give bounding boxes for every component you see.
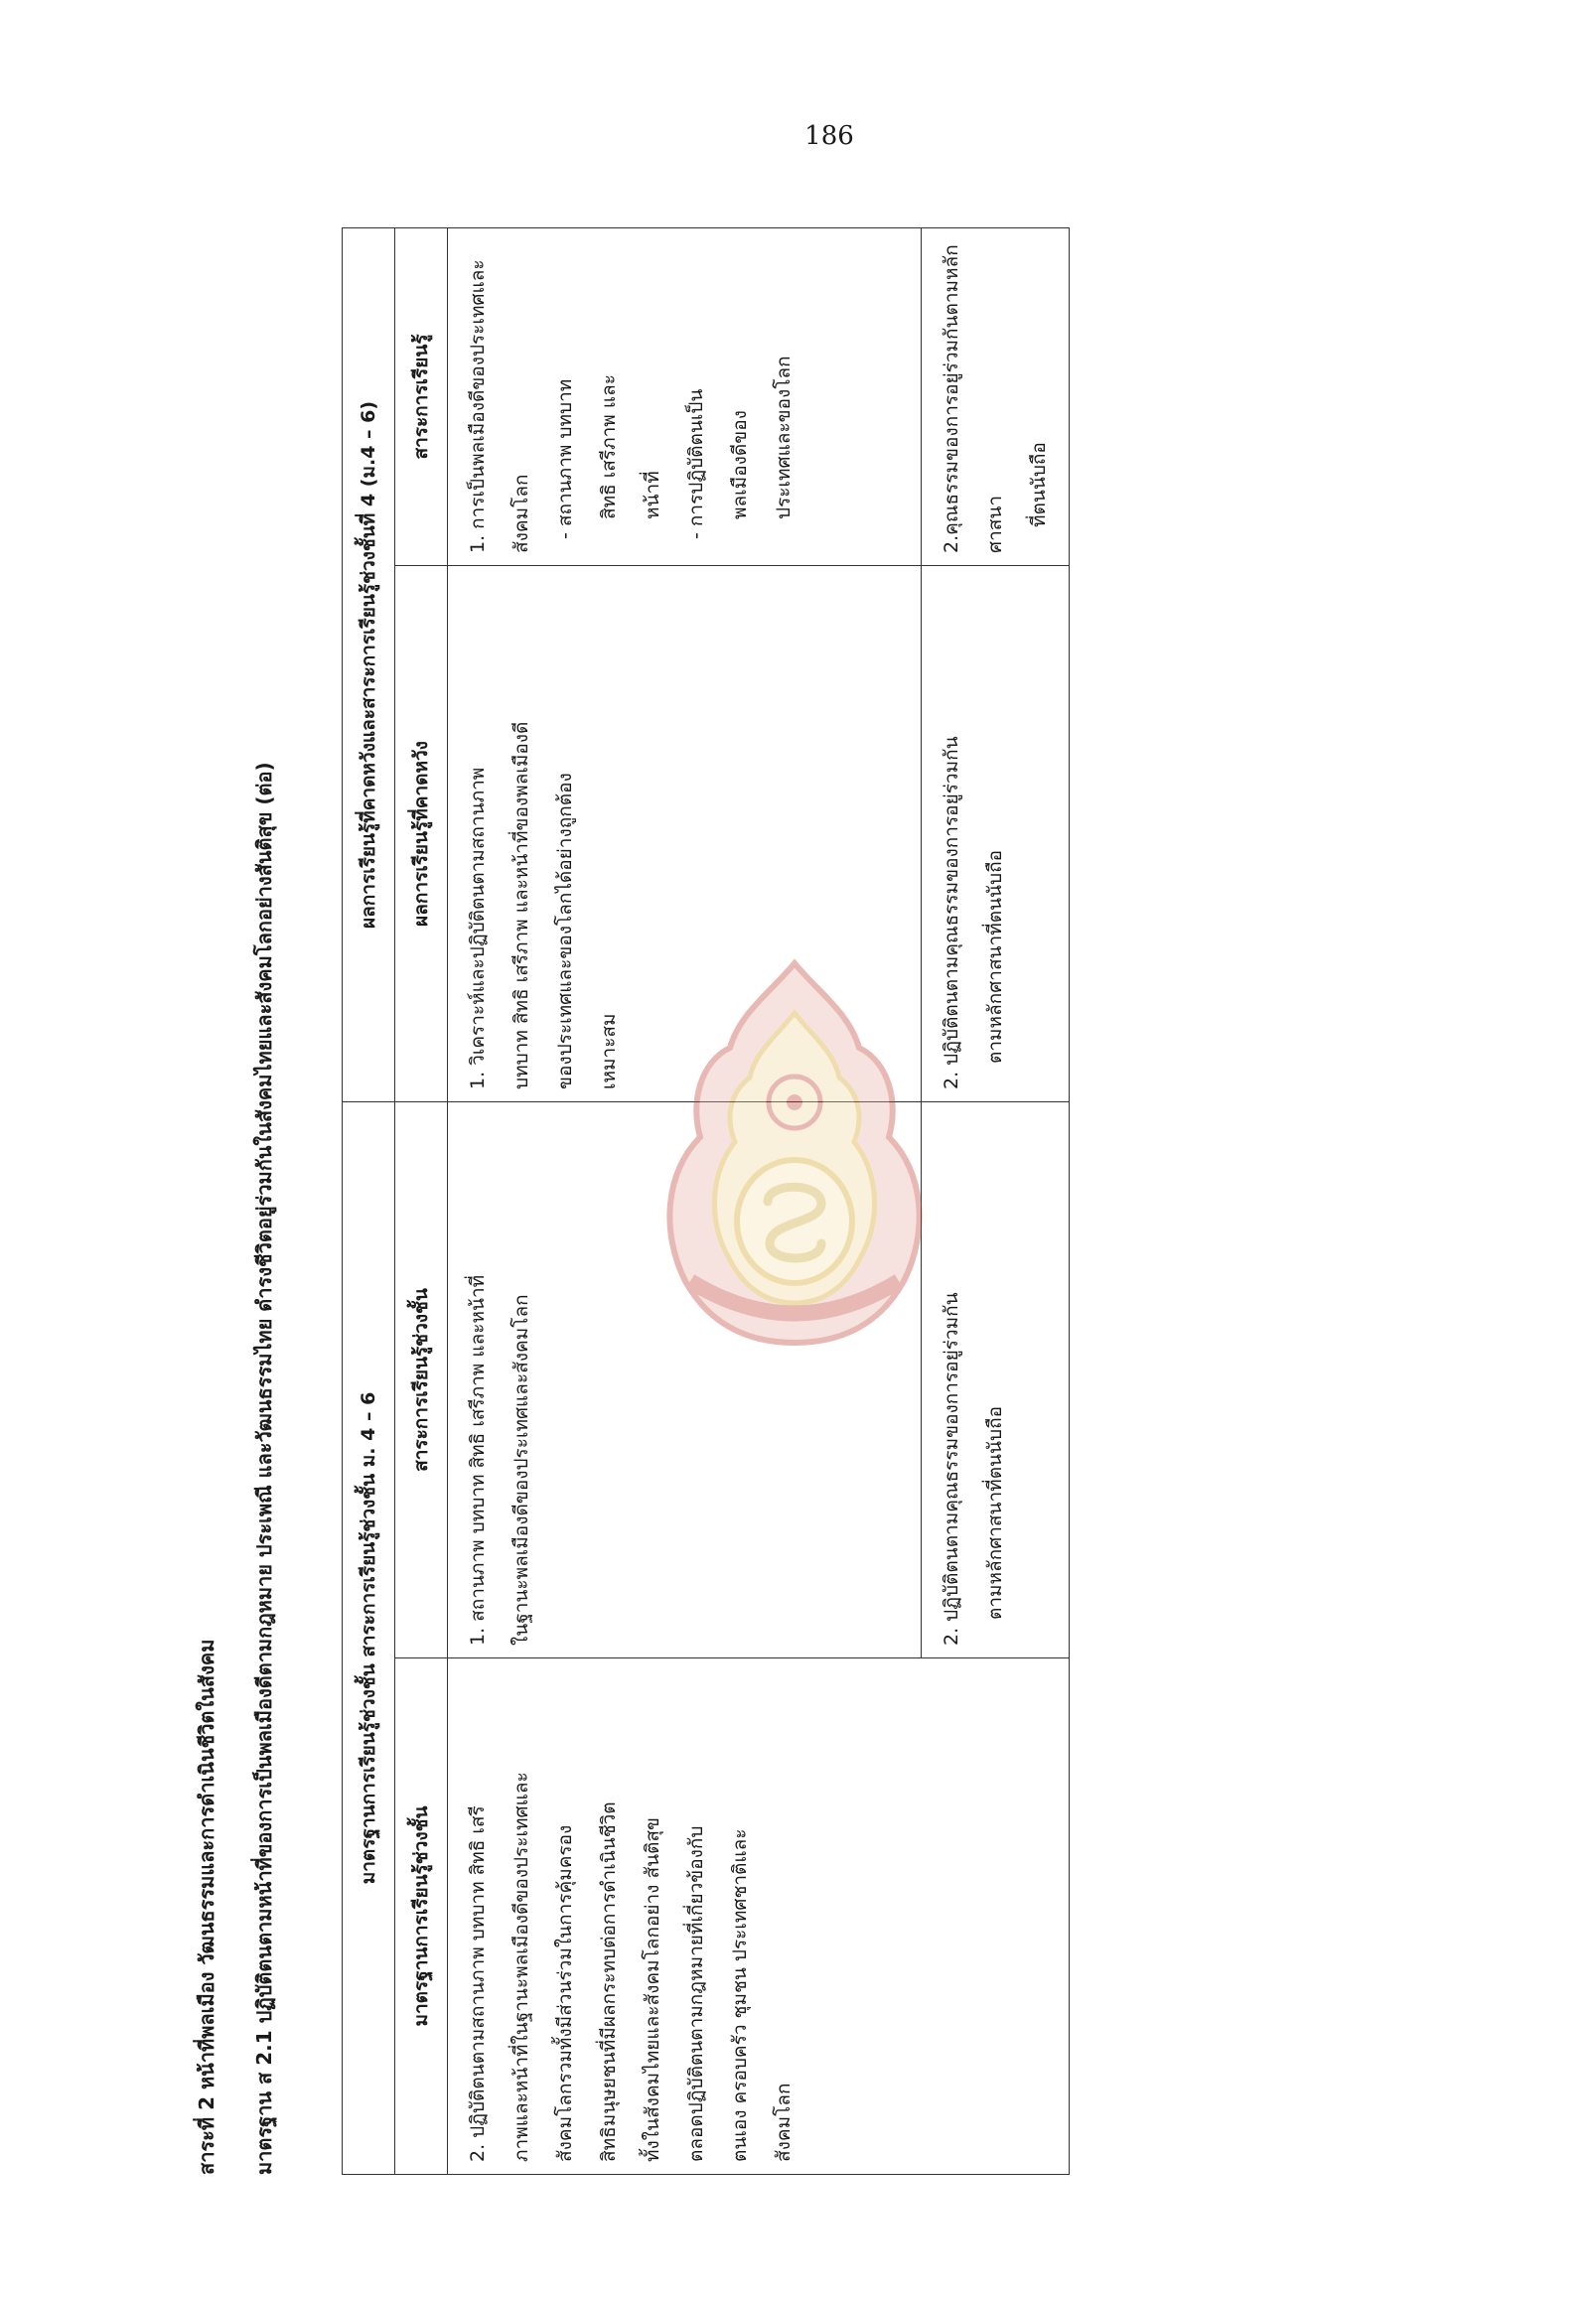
row2-col2-cell (922, 1101, 1070, 1657)
cell-line: ในฐานะพลเมืองดีของประเทศและสังคมโลก (510, 1294, 532, 1646)
col2-header: สาระการเรียนรู้ช่วงชั้น (395, 1101, 448, 1657)
group-header-right: ผลการเรียนรู้ที่คาดหวังและสาระการเรียนรู้ช่วงชั้นที่ 4 (ม.4 – 6) (343, 227, 395, 1101)
cell-line: ตามหลักศาสนาที่ตนนับถือ (984, 849, 1006, 1064)
cell-line: สิทธิมนุษยชนที่มีผลกระทบต่อการดำเนินชีวิต (598, 1801, 620, 2162)
group-header-left: มาตรฐานการเรียนรู้ช่วงชั้น สาระการเรียนรู้ช่วงชั้น ม. 4 – 6 (343, 1101, 395, 2174)
cell-line: 2. ปฏิบัติตนตามคุณธรรมของการอยู่ร่วมกัน (941, 736, 962, 1089)
cell-line: ที่ตนนับถือ (1028, 442, 1050, 527)
standard-heading: มาตรฐาน ส 2.1 ปฏิบัติตนตามหน้าที่ของการเป็นพลเมืองดีตามกฎหมาย ประเพณี และวัฒนธรรมไทย ดำรงชีวิตอยู่ร่วมกันในสังคมไทยและสังคมโลกอย่างสันติสุข (ต่อ) (252, 762, 276, 2175)
cell-line: บทบาท สิทธิ เสรีภาพ และหน้าที่ของพลเมืองดี (510, 721, 532, 1089)
cell-line: ตนเอง ครอบครัว ชุมชน ประเทศชาติและ (729, 1828, 751, 2162)
emblem-wheel-hub (787, 1094, 802, 1110)
emblem-watermark-icon (651, 953, 939, 1351)
cell-line: ของประเทศและของโลกได้อย่างถูกต้อง (554, 773, 576, 1089)
cell-line: 1. การเป็นพลเมืองดีของประเทศและสังคมโลก (467, 259, 532, 553)
cell-line: 1. วิเคราะห์และปฏิบัติตนตามสถานภาพ (467, 767, 489, 1089)
cell-line: - การปฏิบัติตนเป็น (685, 388, 707, 539)
emblem-watermark-group (669, 963, 919, 1343)
cell-line: หน้าที่ (642, 471, 663, 519)
row2-col3-cell (922, 565, 1070, 1101)
row1-col4-cell (448, 227, 922, 565)
cell-line: 1. สถานภาพ บทบาท สิทธิ เสรีภาพ และหน้าที่ (467, 1274, 489, 1646)
row1-col1-cell (448, 1658, 1070, 2175)
cell-line: 2. ปฏิบัติตนตามสถานภาพ บทบาท สิทธิ เสรี (467, 1805, 489, 2162)
cell-line: ประเทศและของโลก (773, 356, 795, 519)
column-header-row (395, 227, 448, 2174)
page-number: 186 (804, 121, 854, 151)
col3-header: ผลการเรียนรู้ที่คาดหวัง (395, 565, 448, 1101)
cell-line: พลเมืองดีของ (729, 410, 751, 519)
cell-line: ตามหลักศาสนาที่ตนนับถือ (984, 1405, 1006, 1620)
row2-col4-cell (922, 227, 1070, 565)
col4-header: สาระการเรียนรู้ (395, 227, 448, 565)
col1-header: มาตรฐานการเรียนรู้ช่วงชั้น (395, 1658, 448, 2175)
cell-line: 2.คุณธรรมของการอยู่ร่วมกันตามหลักศาสนา (941, 244, 1006, 553)
group-header-row (343, 227, 395, 2174)
cell-line: สังคมโลกรวมทั้งมีส่วนร่วมในการคุ้มครอง (554, 1824, 576, 2162)
cell-line: 2. ปฏิบัติตนตามคุณธรรมของการอยู่ร่วมกัน (941, 1292, 962, 1646)
cell-line: ทั้งในสังคมไทยและสังคมโลกอย่าง สันติสุข (642, 1817, 663, 2162)
cell-line: สังคมโลก (773, 2083, 795, 2162)
cell-line: สิทธิ เสรีภาพ และ (598, 374, 620, 519)
cell-line: - สถานภาพ บทบาท (554, 378, 576, 539)
cell-line: เหมาะสม (598, 1013, 620, 1089)
cell-line: ภาพและหน้าที่ในฐานะพลเมืองดีของประเทศและ (510, 1772, 532, 2162)
cell-line: ตลอดปฏิบัติตนตามกฎหมายที่เกี่ยวข้องกับ (685, 1825, 707, 2162)
strand-heading: สาระที่ 2 หน้าที่พลเมือง วัฒนธรรมและการดำเนินชีวิตในสังคม (195, 1639, 218, 2175)
